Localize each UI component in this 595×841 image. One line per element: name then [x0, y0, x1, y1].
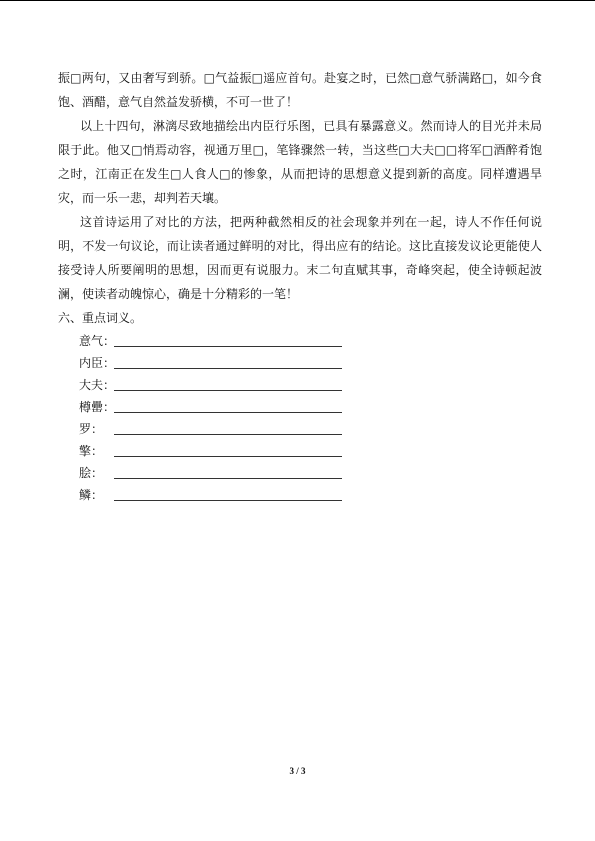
- vocab-item: [58, 396, 542, 418]
- page-number: 3 / 3: [289, 766, 306, 776]
- answer-blank[interactable]: [114, 368, 342, 369]
- header-rule: [0, 0, 595, 1]
- paragraph-analysis: 以上十四句，淋漓尽致地描绘出内臣行乐图，已具有暴露意义。然而诗人的目光并未局限于此。他又□悄焉动容，视通万里□，笔锋骤然一转，当这些□大夫□□将军□酒醉肴饱之时，江南正在发生□人食人□的惨象，从而把诗的思想意义提到新的高度。同样遭遇旱灾，而一乐一悲，却判若天壤。: [58, 119, 542, 205]
- document-body: [58, 66, 542, 506]
- answer-blank[interactable]: [114, 434, 342, 435]
- vocab-item: [58, 484, 542, 506]
- vocab-term: 脍：: [79, 466, 104, 480]
- vocab-term: 擎：: [79, 444, 104, 458]
- answer-blank[interactable]: [114, 478, 342, 479]
- vocab-term: 内臣：: [79, 356, 116, 370]
- answer-blank[interactable]: [114, 456, 342, 457]
- vocab-item: [58, 330, 542, 352]
- vocab-term: 鳞：: [79, 488, 104, 502]
- answer-blank[interactable]: [114, 500, 342, 501]
- paragraph-contrast: 这首诗运用了对比的方法，把两种截然相反的社会现象并列在一起，诗人不作任何说明，不发一句议论，而让读者通过鲜明的对比，得出应有的结论。这比直接发议论更能使人接受诗人所要阐明的思想，因而更有说服力。末二句直赋其事，奇峰突起，使全诗顿起波澜，使读者动魄惊心，确是十分精彩的一笔！: [58, 215, 542, 301]
- vocab-item: [58, 440, 542, 462]
- vocab-term: 意气：: [79, 334, 116, 348]
- vocab-list: [58, 330, 542, 506]
- vocab-term: 樽罍：: [79, 400, 116, 414]
- section-title: 六、重点词义。: [58, 311, 143, 325]
- answer-blank[interactable]: [114, 346, 342, 347]
- vocab-item: [58, 374, 542, 396]
- paragraph-continued: 振□两句，又由奢写到骄。□气益振□遥应首句。赴宴之时，已然□意气骄满路□，如今食饱、酒醋，意气自然益发骄横，不可一世了！: [58, 71, 542, 109]
- vocab-item: [58, 462, 542, 484]
- vocab-item: [58, 418, 542, 440]
- vocab-item: [58, 352, 542, 374]
- answer-blank[interactable]: [114, 412, 342, 413]
- vocab-term: 罗：: [79, 422, 104, 436]
- vocab-term: 大夫：: [79, 378, 116, 392]
- answer-blank[interactable]: [114, 390, 342, 391]
